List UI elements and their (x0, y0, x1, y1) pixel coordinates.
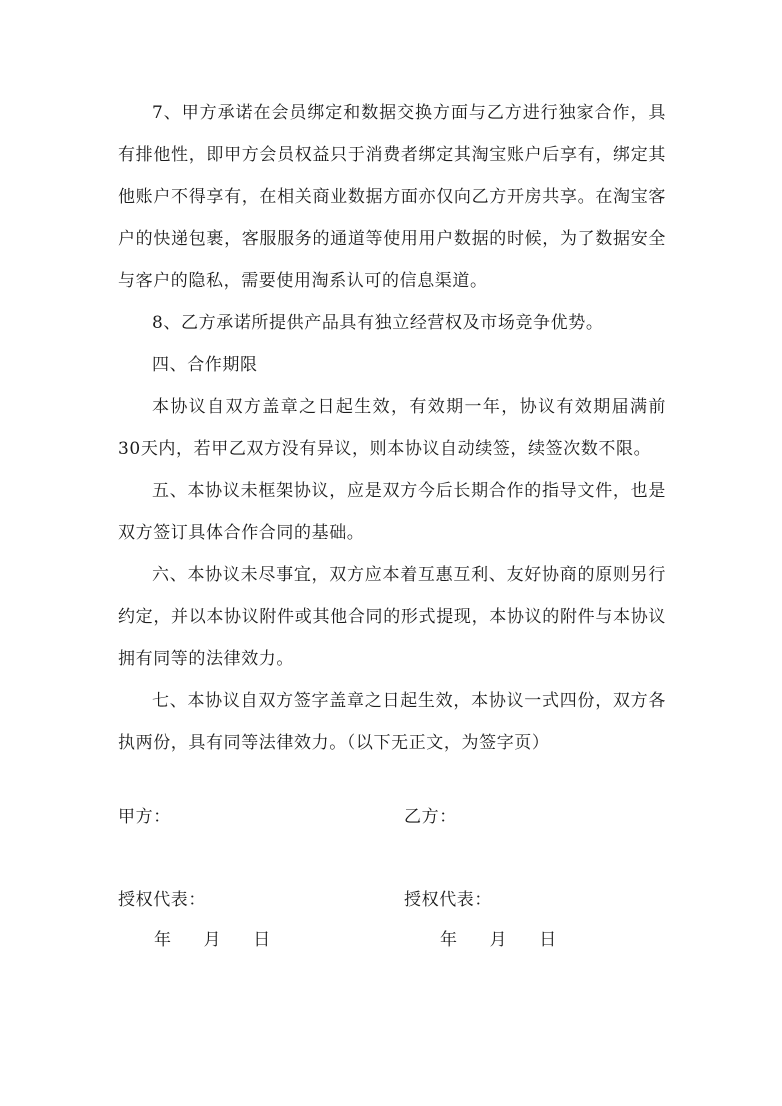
party-a-date: 年 月 日 (154, 930, 271, 950)
party-a-label: 甲方： (118, 807, 171, 827)
clause-7: 7、甲方承诺在会员绑定和数据交换方面与乙方进行独家合作，具有排他性，即甲方会员权益只于消费者绑定其淘宝账户后享有，绑定其他账户不得享有，在相关商业数据方面亦仅向乙方开房共享。在淘宝客户的快递包裹，客服服务的通道等使用用户数据的时候，为了数据安全与客户的隐私，需要使用淘系认可的信息渠道。 (118, 103, 666, 291)
section-heading-term: 四、合作期限 (152, 355, 258, 375)
party-b-date: 年 月 日 (440, 930, 557, 950)
party-b-representative-label: 授权代表： (404, 890, 492, 910)
agreement-body (118, 92, 666, 764)
party-b-label: 乙方： (404, 807, 457, 827)
section-six: 六、本协议未尽事宜，双方应本着互惠互利、友好协商的原则另行约定，并以本协议附件或其他合同的形式提现，本协议的附件与本协议拥有同等的法律效力。 (118, 565, 666, 669)
term-clause: 本协议自双方盖章之日起生效，有效期一年，协议有效期届满前30天内，若甲乙双方没有异议，则本协议自动续签，续签次数不限。 (118, 397, 666, 459)
section-seven: 七、本协议自双方签字盖章之日起生效，本协议一式四份，双方各执两份，具有同等法律效力。（以下无正文，为签字页） (118, 691, 666, 753)
party-a-representative-label: 授权代表： (118, 890, 206, 910)
section-five: 五、本协议未框架协议，应是双方今后长期合作的指导文件，也是双方签订具体合作合同的基础。 (118, 481, 666, 543)
clause-8: 8、乙方承诺所提供产品具有独立经营权及市场竞争优势。 (152, 313, 604, 333)
